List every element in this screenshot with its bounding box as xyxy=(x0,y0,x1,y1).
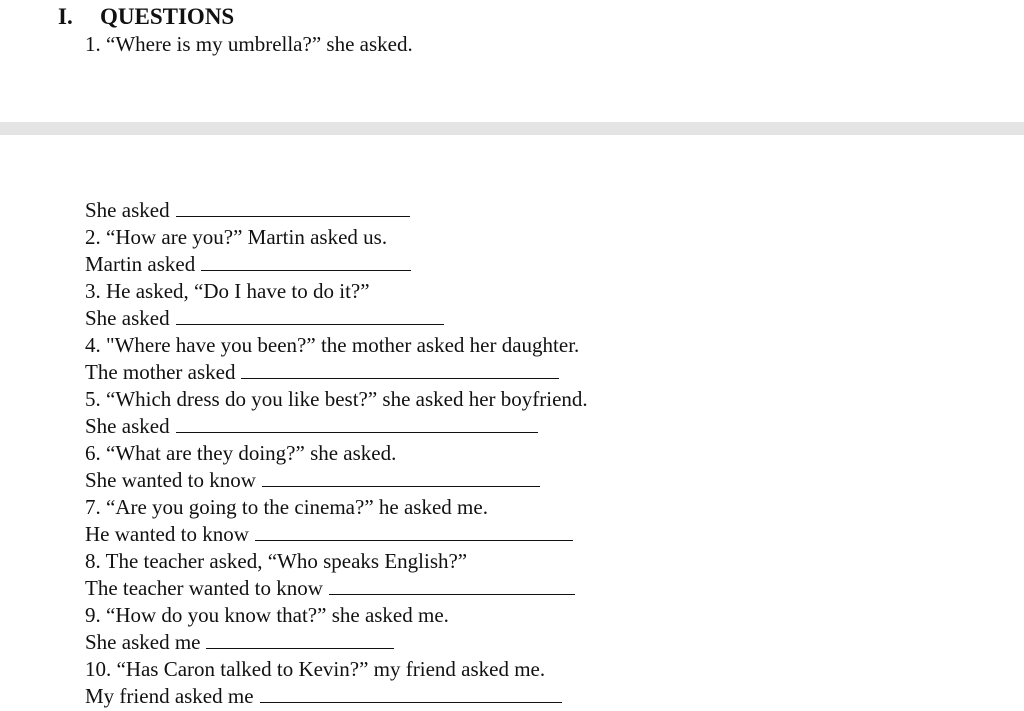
answer-line-1 xyxy=(85,197,588,224)
question-4: 4. "Where have you been?” the mother asked her daughter. xyxy=(85,333,580,357)
answer-blank[interactable] xyxy=(255,521,573,541)
answer-blank[interactable] xyxy=(262,467,540,487)
question-9: 9. “How do you know that?” she asked me. xyxy=(85,603,449,627)
answer-line-5 xyxy=(85,413,588,440)
answer-prompt: Martin asked xyxy=(85,252,196,276)
section-heading xyxy=(58,2,234,32)
answer-line-2 xyxy=(85,251,588,278)
answer-prompt: She asked xyxy=(85,414,170,438)
answer-prompt: She asked me xyxy=(85,630,201,654)
question-1: 1. “Where is my umbrella?” she asked. xyxy=(85,32,413,56)
answer-blank[interactable] xyxy=(329,575,575,595)
answer-prompt: The mother asked xyxy=(85,360,236,384)
answer-line-9 xyxy=(85,629,588,656)
answer-line-10 xyxy=(85,683,588,710)
answer-blank[interactable] xyxy=(206,629,394,649)
question-3: 3. He asked, “Do I have to do it?” xyxy=(85,279,370,303)
section-number: I. xyxy=(58,4,73,29)
answer-line-4 xyxy=(85,359,588,386)
answer-prompt: She asked xyxy=(85,198,170,222)
answer-blank[interactable] xyxy=(176,413,538,433)
answer-line-8 xyxy=(85,575,588,602)
answer-prompt: She asked xyxy=(85,306,170,330)
question-8: 8. The teacher asked, “Who speaks English?” xyxy=(85,549,468,573)
separator-band xyxy=(0,122,1024,135)
answer-prompt: My friend asked me xyxy=(85,684,254,708)
answer-prompt: The teacher wanted to know xyxy=(85,576,323,600)
answer-blank[interactable] xyxy=(201,251,411,271)
answer-blank[interactable] xyxy=(260,683,562,703)
section-title: QUESTIONS xyxy=(100,4,235,29)
question-6: 6. “What are they doing?” she asked. xyxy=(85,441,397,465)
answer-blank[interactable] xyxy=(176,197,410,217)
answer-prompt: He wanted to know xyxy=(85,522,249,546)
answer-line-6 xyxy=(85,467,588,494)
answer-prompt: She wanted to know xyxy=(85,468,256,492)
answer-blank[interactable] xyxy=(176,305,444,325)
question-2: 2. “How are you?” Martin asked us. xyxy=(85,225,388,249)
question-10: 10. “Has Caron talked to Kevin?” my friend asked me. xyxy=(85,657,546,681)
answer-blank[interactable] xyxy=(241,359,559,379)
answer-line-7 xyxy=(85,521,588,548)
question-5: 5. “Which dress do you like best?” she asked her boyfriend. xyxy=(85,387,588,411)
answer-line-3 xyxy=(85,305,588,332)
question-7: 7. “Are you going to the cinema?” he asked me. xyxy=(85,495,488,519)
exercise-list xyxy=(85,197,588,710)
